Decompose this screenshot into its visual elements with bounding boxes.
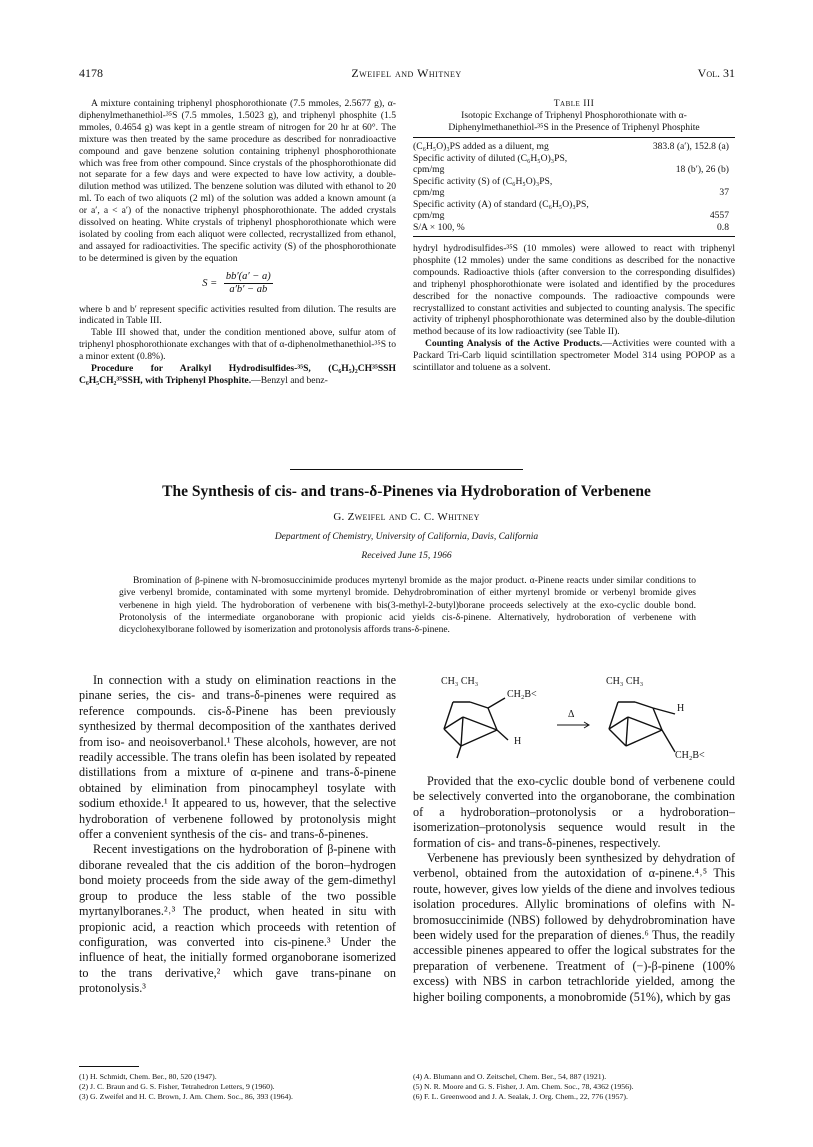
table-cell-value — [632, 199, 735, 211]
equation-lhs: S = — [202, 277, 218, 289]
table-cell-value: 18 (b′), 26 (b) — [675, 164, 729, 175]
paragraph: A mixture containing triphenyl phosphorothionate (7.5 mmoles, 2.5677 g), α-diphenylmethanethiol-³⁵S (7.5 mmoles, 1.5023 g), and triphenyl phosphite (1.5 mmoles, 0.4654 g) was kept in a gentle stream of nitrogen for 20 hr at 60°. The mixture was then treated by the same procedure as described for nonradioactive compound and gave benzene solution containing triphenyl phosphorothionate which was free from other compound. Since crystals of the phosphorothionate did not separate for a few days and were expected to have low activity, a double-dilution method was utilized. The benzene solution was diluted with ethanol to 20 ml. To each of two aliquots (2 ml) of the solution was added a known amount (a or a′, a < a′) of the nonactive triphenyl phosphorothionate. The added crystals dissolved on heating. White crystals of triphenyl phosphorothionate which were isolated by cooling from each aliquot were collected, recrystallized from ethanol, and assayed for radioactivities. The specific activity (S) of the phosphorothionate to be determined is given by the equation — [79, 98, 396, 264]
article-abstract — [119, 575, 696, 636]
body-left-column — [79, 673, 396, 997]
reference-item: (5) N. R. Moore and G. S. Fisher, J. Am. Chem. Soc., 78, 4362 (1956). — [413, 1082, 634, 1092]
table-cell-value — [632, 176, 735, 188]
table-cell-label: cpm/mg — [413, 210, 445, 221]
table-caption: Isotopic Exchange of Triphenyl Phosphorothionate with α-Diphenylmethanethiol-³⁵S in the Presence of Triphenyl Phosphite — [448, 110, 700, 133]
table-row — [413, 164, 735, 176]
footnote-rule-left — [79, 1066, 139, 1067]
table-cell-value: 383.8 (a′), 152.8 (a) — [652, 141, 729, 152]
right-methyl-labels: CH₃ CH₃ — [606, 676, 644, 687]
procedure-paragraph — [79, 363, 396, 387]
procedure-heading-tail: —Benzyl and benz- — [251, 374, 328, 386]
running-title: Zweifel and Whitney — [351, 66, 462, 80]
references-right — [413, 1072, 735, 1103]
table-row — [413, 222, 735, 234]
table-row — [413, 210, 735, 222]
table-cell-label: cpm/mg — [413, 187, 445, 198]
article-authors: G. Zweifel and C. C. Whitney — [333, 511, 480, 523]
counting-heading: Counting Analysis of the Active Products. — [425, 338, 603, 350]
table-cell-value: 0.8 — [717, 221, 729, 233]
paragraph: hydryl hydrodisulfides-³⁵S (10 mmoles) were allowed to react with triphenyl phosphite (12 mmoles) under the same conditions as described for the nonactive compounds. Radioactive thiols (after conversion to the corresponding disulfides) and triphenyl phosphorothionate were isolated and identified by the procedures described for the nonactive compounds. The radioactive compounds were recrystallized to constant activities and subjected to counting analysis. The specific activity of triphenyl phosphorothionate was determined also by the double-dilution method because of its low radioactivity (see Table II). — [413, 243, 735, 338]
experimental-left-column — [79, 98, 396, 387]
arrow-label: Δ — [568, 709, 575, 720]
article-title: The Synthesis of cis- and trans-δ-Pinenes via Hydroboration of Verbenene — [162, 483, 651, 500]
table-iii — [413, 98, 735, 374]
table-cell-label: S/A × 100, % — [413, 221, 465, 233]
table-cell-label: Specific activity of diluted (C₆H₅O)₃PS, — [413, 152, 568, 164]
paragraph: Verbenene has previously been synthesized by dehydration of verbenol, obtained from the autoxidation of α-pinene.⁴˒⁵ This route, however, gives low yields of the diene and involves tedious isolation procedures. Allylic brominations of olefins with N-bromosuccinimide (NBS) followed by dehydrobromination have been widely used for the preparation of dienes.⁶ Thus, the readily accessible pinenes appeared to offer the logical substrates for the preparation of verbenene. Treatment of (−)-β-pinene (100% excess) with NBS in carbon tetrachloride yielded, among the higher boiling components, a monobromide (51%), which by gas — [413, 851, 735, 1004]
equation-denominator: a′b′ − ab — [229, 283, 268, 295]
table-cell-value — [632, 153, 735, 165]
table-cell-label: Specific activity (S) of (C₆H₅O)₃PS, — [413, 175, 553, 187]
references-left — [79, 1072, 396, 1103]
paragraph: Recent investigations on the hydroboration of β-pinene with diborane revealed that the cis addition of the boron–hydrogen bond moiety proceeds from the side away of the gem-dimethyl group to produce the less stable of the two possible myrtanylboranes.²˒³ The product, when heated in situ with propionic acid, a reaction which proceeds with retention of configuration, was converted into cis-pinene.³ Under the influence of heat, the initially formed organoborane isomerized to the trans derivative,² which gave trans-pinane on protonolysis.³ — [79, 842, 396, 996]
paragraph: In connection with a study on elimination reactions in the pinane series, the cis- and trans-δ-pinenes were required as reference compounds. cis-δ-Pinene has been previously synthesized by thermal decomposition of the xanthates derived from iso- and neoisoverbanol.¹ These alcohols, however, are not readily accessible. The trans olefin has been isolated by repeated distillations from a mixture of α-pinene and trans-δ-pinene obtained by elimination from pinocampheyl tosylate with sodium ethoxide.¹ It appeared to us, however, that the selective hydroboration of verbenene followed by protonolysis might offer a convenient synthesis of the cis- and trans-δ-pinenes. — [79, 673, 396, 842]
specific-activity-equation — [79, 271, 396, 296]
table-row — [413, 187, 735, 199]
counting-heading-tail: —Activities were counted with a Packard Tri-Carb liquid scintillation spectrometer Model 314 using POPOP as a scintillator and toluene as a solvent. — [413, 338, 735, 374]
volume-label: Vol. 31 — [697, 66, 735, 80]
reference-item: (6) F. L. Greenwood and J. A. Sealak, J. Org. Chem., 22, 776 (1957). — [413, 1092, 628, 1102]
table-label: Table III — [553, 98, 595, 109]
left-hydrogen-label: H — [514, 736, 522, 747]
equation-fraction — [224, 271, 273, 296]
body-right-column — [413, 774, 735, 1005]
experimental-right-column — [413, 243, 735, 374]
table-top-rule — [413, 137, 735, 138]
left-pinane-structure — [444, 698, 508, 758]
reference-item: (3) G. Zweifel and H. C. Brown, J. Am. Chem. Soc., 86, 393 (1964). — [79, 1092, 293, 1102]
reference-item: (1) H. Schmidt, Chem. Ber., 80, 520 (1947). — [79, 1072, 217, 1081]
paragraph: Table III showed that, under the condition mentioned above, sulfur atom of triphenyl phosphorothionate exchanges with that of α-diphenolmethanethiol-³⁵S to a minor extent (0.8%). — [79, 327, 396, 363]
table-row — [413, 199, 735, 211]
abstract-text: Bromination of β-pinene with N-bromosuccinimide produces myrtenyl bromide as the major product. α-Pinene reacts under similar conditions to give verbenyl bromide, contaminated with some myrtenyl bromide. Dehydrobromination of either myrtenyl bromide or verbenyl bromide gives verbenene in high yield. The hydroboration of verbenene with bis(3-methyl-2-butyl)borane proceeds selectively at the exo-cyclic double bond. Protonolysis of the intermediate organoborane with propionic acid yields cis-δ-pinene. Alternatively, hydroboration of verbenene with dicyclohexylborane followed by isomerization and protonolysis affords trans-δ-pinene. — [119, 576, 696, 636]
reference-item: (2) J. C. Braun and G. S. Fisher, Tetrahedron Letters, 9 (1960). — [79, 1082, 275, 1092]
paragraph: where b and b′ represent specific activities resulted from dilution. The results are indicated in Table III. — [79, 303, 396, 327]
table-row — [413, 176, 735, 188]
procedure-heading: Procedure for Aralkyl Hydrodisulfides-³⁵S, (C₆H₅)₂CH³⁵SSH C₆H₅CH₂³⁵SSH, with Triphenyl Phosphite. — [79, 363, 396, 386]
right-pinane-structure — [609, 702, 675, 752]
article-divider — [290, 469, 523, 470]
left-boryl-label: CH₂B< — [507, 689, 537, 700]
counting-paragraph — [413, 338, 735, 374]
table-cell-label: cpm/mg — [413, 164, 445, 175]
equation-numerator: bb′(a′ − a) — [225, 270, 271, 282]
table-row — [413, 153, 735, 165]
article-received: Received June 15, 1966 — [361, 551, 452, 561]
table-cell-label: Specific activity (A) of standard (C₆H₅O)₃PS, — [413, 198, 589, 210]
table-cell-value: 37 — [719, 187, 729, 198]
table-bottom-rule — [413, 236, 735, 237]
reference-item: (4) A. Blumann and O. Zeitschel, Chem. Ber., 54, 887 (1921). — [413, 1072, 607, 1081]
article-affiliation: Department of Chemistry, University of California, Davis, California — [274, 532, 539, 542]
paragraph: Provided that the exo-cyclic double bond of verbenene could be selectively converted into the organoborane, the combination of a hydroboration–protonolysis or a hydroboration–isomerization–protonolysis sequence would result in the formation of cis- and trans-δ-pinenes, respectively. — [413, 774, 735, 850]
right-hydrogen-label: H — [677, 703, 685, 714]
reaction-scheme — [413, 672, 735, 770]
right-boryl-label: CH₂B< — [675, 750, 705, 761]
table-body — [413, 141, 735, 233]
table-cell-label: (C₆H₅O)₃PS added as a diluent, mg — [413, 141, 549, 152]
left-methyl-labels: CH₃ CH₃ — [441, 676, 479, 687]
arrow — [557, 722, 589, 728]
table-cell-value: 4557 — [709, 210, 729, 221]
table-row — [413, 141, 735, 153]
page-number: 4178 — [79, 66, 103, 80]
